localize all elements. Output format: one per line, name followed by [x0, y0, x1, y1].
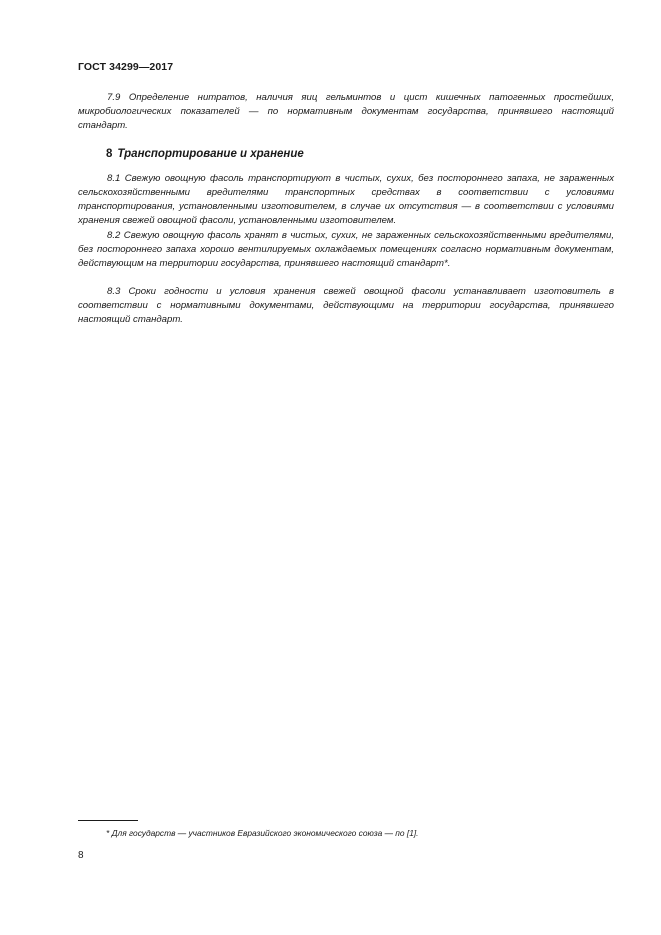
section-number: 8 — [106, 148, 113, 160]
paragraph-8-1: 8.1 Свежую овощную фасоль транспортируют в чистых, сухих, без постороннего запаха, не зараженных сельскохозяйственными вредителями транспортных средствах в соответствии с условиями транспортирования, установленными изготовителем, в случае их отсутствия — в соответствии с условиями хранения свежей овощной фасоли, установленными изготовителем. — [78, 173, 614, 227]
document-header: ГОСТ 34299—2017 — [78, 61, 174, 73]
section-heading — [106, 148, 304, 160]
paragraph-7-9: 7.9 Определение нитратов, наличия яиц гельминтов и цист кишечных патогенных простейших, микробиологических показателей — по нормативным документам государства, принявшего настоящий стандарт. — [78, 92, 614, 132]
section-title-text: Транспортирование и хранение — [117, 148, 304, 160]
page-number: 8 — [78, 850, 84, 861]
paragraph-8-3: 8.3 Сроки годности и условия хранения свежей овощной фасоли устанавливает изготовитель в соответствии с нормативными документами, действующими на территории государства, принявшего настоящий стандарт. — [78, 286, 614, 326]
paragraph-8-2: 8.2 Свежую овощную фасоль хранят в чистых, сухих, не зараженных сельскохозяйственными вредителями, без постороннего запаха хорошо вентилируемых охлаждаемых помещениях согласно нормативным документам, действующим на территории государства, принявшего настоящий стандарт*. — [78, 230, 614, 270]
footnote-divider — [78, 820, 138, 821]
footnote: * Для государств — участников Евразийского экономического союза — по [1]. — [106, 828, 419, 838]
